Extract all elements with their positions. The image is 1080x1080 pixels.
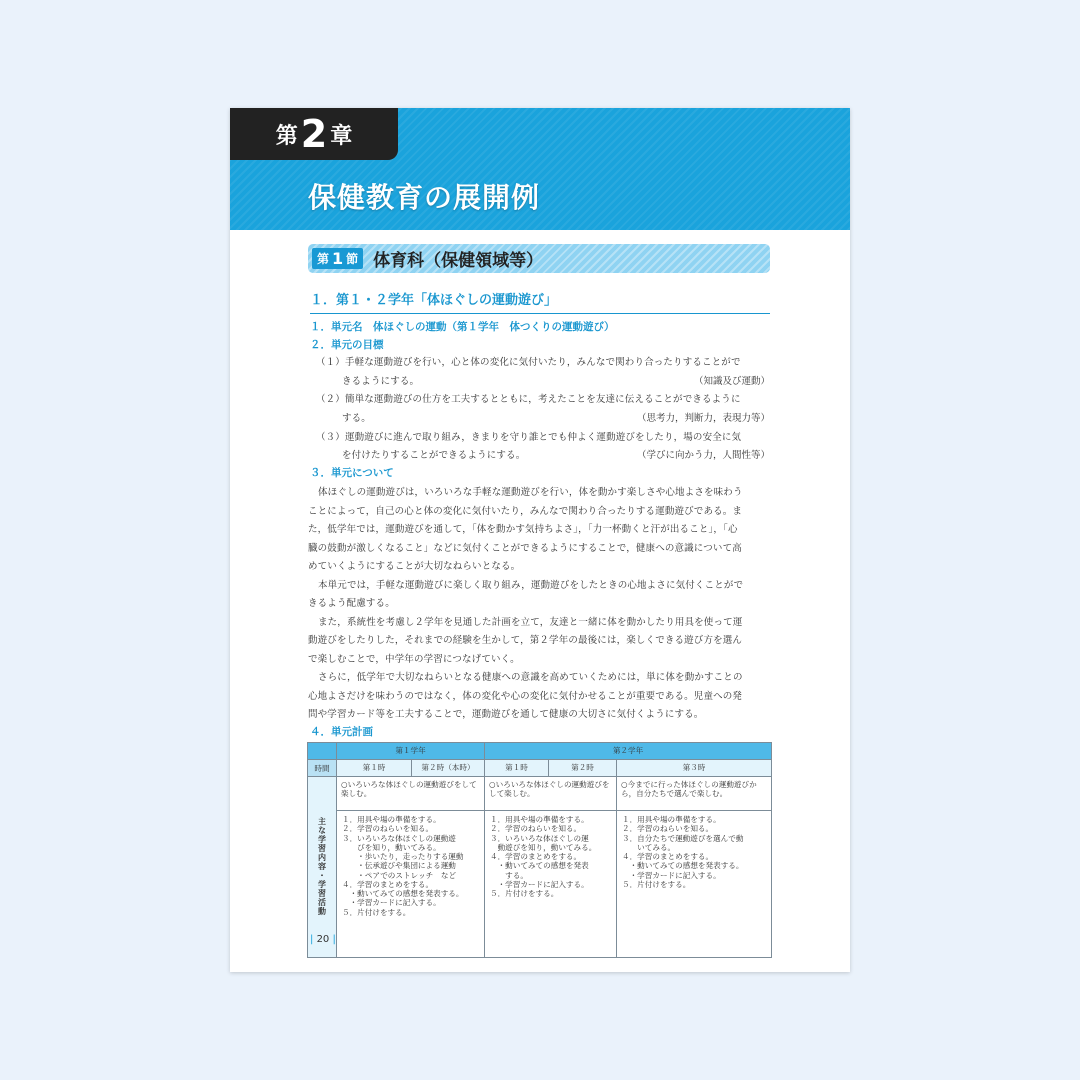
about-line: さらに，低学年で大切なねらいとなる健康への意識を高めていくためには，単に体を動かすことの bbox=[318, 672, 743, 683]
period-header: 第２時 bbox=[549, 760, 617, 777]
unit-name: １．単元名 体ほぐしの運動（第１学年 体つくりの運動遊び） bbox=[310, 321, 615, 333]
grade-2-steps bbox=[485, 811, 617, 958]
grade-2-period-3-steps bbox=[617, 811, 772, 958]
plan-heading: ４．単元計画 bbox=[310, 726, 373, 738]
activities-side-text: 主な学習内容・学習活動 bbox=[317, 816, 327, 916]
about-line: 臓の鼓動が激しくなること」などに気付くことができるようにすることで，健康への意識について高 bbox=[308, 543, 742, 554]
chapter-title: 保健教育の展開例 bbox=[308, 181, 541, 214]
section-bar bbox=[308, 244, 770, 273]
chapter-prefix: 第 bbox=[275, 123, 298, 149]
step-line: びを知り，動いてみる。 bbox=[342, 842, 441, 852]
step-line: ・歩いたり，走ったりする運動 bbox=[342, 852, 464, 861]
goals-heading: ２．単元の目標 bbox=[310, 339, 384, 351]
period-header: 第２時（本時） bbox=[412, 760, 485, 777]
about-line: 体ほぐしの運動遊びは，いろいろな手軽な運動遊びを行い，体を動かす楽しさや心地よさを味わう bbox=[318, 487, 743, 498]
about-line: きるよう配慮する。 bbox=[308, 598, 395, 609]
activities-side-label bbox=[308, 777, 337, 958]
step-line: ・学習カードに記入する。 bbox=[490, 879, 589, 889]
table-row bbox=[308, 777, 772, 811]
step-line: ・伝承遊びや集団による運動 bbox=[342, 861, 456, 871]
about-line: ことによって，自己の心と体の変化に気付いたり，みんなで関わり合ったりする運動遊びである。ま bbox=[308, 506, 743, 517]
chapter-tab bbox=[230, 108, 398, 160]
goal-3-line-1: （３）運動遊びに進んで取り組み，きまりを守り誰とでも仲よく運動遊びをしたり，場の安全に気 bbox=[316, 432, 742, 443]
step-line: ３．いろいろな体ほぐしの運動遊 bbox=[342, 833, 456, 843]
grade-2-header: 第２学年 bbox=[485, 743, 772, 760]
period-header: 第１時 bbox=[485, 760, 549, 777]
goal-1-tag: （知識及び運動） bbox=[693, 376, 770, 387]
time-label: 時間 bbox=[308, 760, 337, 777]
step-line: いてみる。 bbox=[622, 842, 676, 852]
goal-1-line-1: （１）手軽な運動遊びを行い，心と体の変化に気付いたり，みんなで関わり合ったりすることがで bbox=[316, 357, 741, 368]
section-title: 体育科（保健領域等） bbox=[373, 251, 544, 271]
grade-1-goal: ○いろいろな体ほぐしの運動遊びをして楽しむ。 bbox=[337, 777, 485, 811]
page-number-value: 20 bbox=[316, 934, 330, 945]
grade-2-period-3-goal: ○今までに行った体ほぐしの運動遊びから，自分たちで選んで楽しむ。 bbox=[617, 777, 772, 811]
step-line: ４．学習のまとめをする。 bbox=[622, 852, 714, 861]
grade-2-goal: ○いろいろな体ほぐしの運動遊びをして楽しむ。 bbox=[485, 777, 617, 811]
about-line: 動遊びをしたりした，それまでの経験を生かして，第２学年の最後には，楽しくできる遊び方を選ん bbox=[308, 635, 743, 646]
step-line: １．用具や場の準備をする。 bbox=[490, 815, 589, 824]
step-line: ・学習カードに記入する。 bbox=[342, 898, 441, 908]
step-line: ３．自分たちで運動遊びを選んで動 bbox=[622, 833, 744, 843]
step-line: ・学習カードに記入する。 bbox=[622, 870, 721, 880]
step-line: ４．学習のまとめをする。 bbox=[342, 879, 434, 889]
period-header: 第１時 bbox=[337, 760, 412, 777]
step-line: ２．学習のねらいを知る。 bbox=[342, 824, 434, 834]
table-row bbox=[308, 743, 772, 760]
step-line: ・動いてみての感想を発表する。 bbox=[342, 889, 464, 898]
chapter-number: 2 bbox=[300, 112, 328, 156]
step-line: ・動いてみての感想を発表する。 bbox=[622, 861, 744, 871]
step-line: ・動いてみての感想を発表 bbox=[490, 861, 589, 871]
table-cell-blank bbox=[308, 743, 337, 760]
section-suffix: 節 bbox=[346, 252, 359, 266]
grade-1-header: 第１学年 bbox=[337, 743, 485, 760]
step-line: ４．学習のまとめをする。 bbox=[490, 852, 582, 861]
section-number: 1 bbox=[332, 249, 344, 268]
step-line: ３．いろいろな体ほぐしの運 bbox=[490, 833, 589, 843]
chapter-suffix: 章 bbox=[330, 123, 353, 149]
section-prefix: 第 bbox=[317, 252, 330, 266]
document-page bbox=[230, 108, 850, 972]
about-line: た，低学年では，運動遊びを通して，「体を動かす気持ちよさ」，「力一杯動くと汗が出ること」，「心 bbox=[308, 524, 738, 535]
goal-3-line-2: を付けたりすることができるようにする。 bbox=[342, 450, 526, 461]
step-line: １．用具や場の準備をする。 bbox=[622, 815, 721, 824]
goal-1-line-2: きるようにする。 bbox=[342, 376, 420, 387]
about-line: 心地よさだけを味わうのではなく，体の変化や心の変化に気付かせることが重要である。児童への発 bbox=[308, 691, 743, 702]
table-row bbox=[308, 760, 772, 777]
step-line: 動遊びを知り，動いてみる。 bbox=[490, 842, 597, 852]
page-number: | 20 | bbox=[310, 934, 336, 945]
step-line: ５．片付けをする。 bbox=[342, 907, 411, 917]
about-line: で楽しむことで，中学年の学習につなげていく。 bbox=[308, 654, 520, 665]
period-header: 第３時 bbox=[617, 760, 772, 777]
goal-2-tag: （思考力，判断力，表現力等） bbox=[636, 413, 770, 424]
goal-2-line-1: （２）簡単な運動遊びの仕方を工夫するとともに，考えたことを友達に伝えることができるように bbox=[316, 394, 741, 405]
section-badge bbox=[312, 248, 363, 269]
step-line: ５．片付けをする。 bbox=[622, 879, 691, 889]
about-line: めていくようにすることが大切なねらいとなる。 bbox=[308, 561, 521, 572]
step-line: ２．学習のねらいを知る。 bbox=[622, 824, 714, 834]
grade-1-steps bbox=[337, 811, 485, 958]
step-line: ２．学習のねらいを知る。 bbox=[490, 824, 582, 834]
about-line: 本単元では，手軽な運動遊びに楽しく取り組み，運動遊びをしたときの心地よさに気付くことがで bbox=[318, 580, 744, 591]
step-line: ５．片付けをする。 bbox=[490, 889, 559, 898]
about-line: 問や学習カード等を工夫することで，運動遊びを通して健康の大切さに気付くようにする。 bbox=[308, 709, 704, 720]
unit-plan-table bbox=[307, 742, 772, 958]
goal-2-line-2: する。 bbox=[342, 413, 371, 424]
goal-3-tag: （学びに向かう力，人間性等） bbox=[636, 450, 770, 461]
about-line: また，系統性を考慮し２学年を見通した計画を立て，友達と一緒に体を動かしたり用具を使って運 bbox=[318, 617, 743, 628]
step-line: する。 bbox=[490, 870, 528, 880]
step-line: １．用具や場の準備をする。 bbox=[342, 815, 441, 824]
table-row bbox=[308, 811, 772, 958]
about-heading: ３．単元について bbox=[310, 467, 394, 479]
step-line: ・ペアでのストレッチ など bbox=[342, 870, 457, 880]
lesson-heading: １．第１・２学年「体ほぐしの運動遊び」 bbox=[310, 289, 770, 314]
